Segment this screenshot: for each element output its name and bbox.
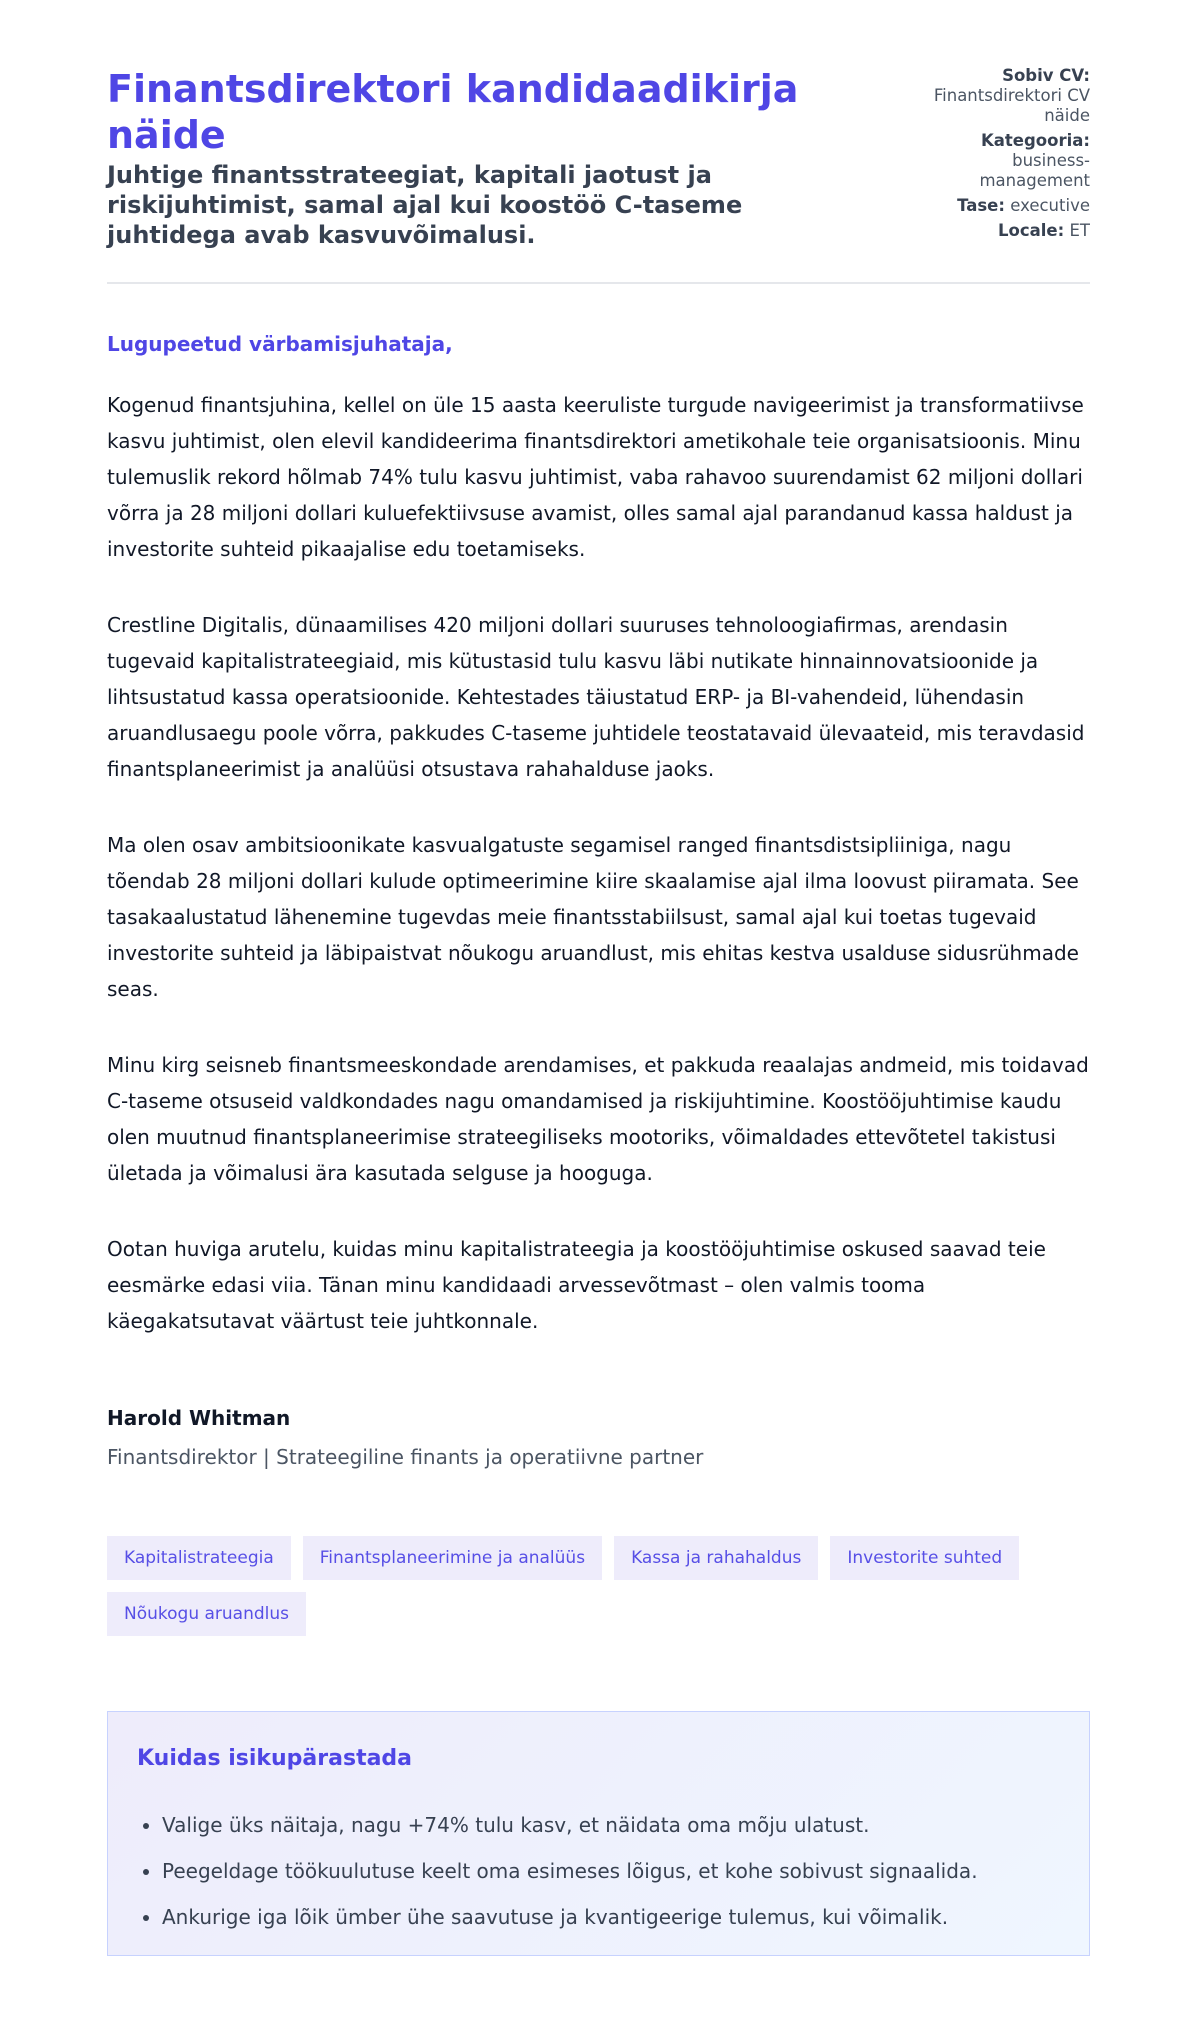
page-subtitle: Juhtige finantsstrateegiat, kapitali jaotust ja riskijuhtimist, samal ajal kui koostöö C-taseme juhtidega avab kasvuvõimalusi. bbox=[107, 161, 743, 249]
tips-title: Kuidas isikupärastada bbox=[137, 1746, 413, 1771]
cover-letter-page bbox=[107, 0, 1090, 1929]
paragraph: Minu kirg seisneb finantsmeeskondade arendamises, et pakkuda reaalajas andmeid, mis toidavad C-taseme otsuseid valdkondades nagu omandamised ja riskijuhtimine. Koostööjuhtimise kaudu olen muutnud finantsplaneerimise strateegiliseks mootoriks, võimaldades ettevõtetel takistusi ületada ja võimalusi ära kasutada selguse ja hooguga. bbox=[107, 1053, 1089, 1185]
paragraph: Crestline Digitalis, dünaamilises 420 miljoni dollari suuruses tehnoloogiafirmas, arendasin tugevaid kapitalistrateegiaid, mis kütustasid tulu kasvu läbi nutikate hinnainnovatsioonide ja lihtsustatud kassa operatsioonide. Kehtestades täiustatud ERP- ja BI-vahendeid, lühendasin aruandlusaegu poole võrra, pakkudes C-taseme juhtidele teostatavaid ülevaateid, mis teravdasid finantsplaneerimist ja analüüsi otsustava rahahalduse jaoks. bbox=[107, 613, 1085, 781]
letter-body bbox=[107, 387, 1097, 1379]
skill-tag: Kassa ja rahahaldus bbox=[614, 1536, 818, 1580]
signature-role: Finantsdirektor | Strateegiline finants ja operatiivne partner bbox=[107, 1445, 704, 1469]
signature bbox=[107, 1403, 703, 1469]
skill-tags bbox=[107, 1536, 1097, 1636]
meta-value: ET bbox=[1069, 221, 1090, 240]
tip-item: • Valige üks näitaja, nagu +74% tulu kasv, et näidata oma mõju ulatust. bbox=[162, 1802, 978, 1848]
meta-label: Sobiv CV: bbox=[1002, 66, 1090, 85]
greeting: Lugupeetud värbamisjuhataja, bbox=[107, 332, 453, 356]
meta-label: Tase: bbox=[957, 196, 1005, 215]
paragraph: Ma olen osav ambitsioonikate kasvualgatuste segamisel ranged finantsdistsipliiniga, nagu tõendab 28 miljoni dollari kulude optimeerimine kiire skaalamise ajal ilma loovust piiramata. See tasakaalustatud lähenemine tugevdas meie finantsstabiilsust, samal ajal kui toetas tugevaid investorite suhteid ja läbipaistvat nõukogu aruandlust, mis ehitas kestva usalduse sidusrühmade seas. bbox=[107, 833, 1079, 1001]
tips-list bbox=[137, 1802, 978, 1940]
meta-locale bbox=[920, 221, 1090, 241]
paragraph: Kogenud finantsjuhina, kellel on üle 15 aasta keeruliste turgude navigeerimist ja transformatiivse kasvu juhtimist, olen elevil kandideerima finantsdirektori ametikohale teie organisatsioonis. Minu tulemuslik rekord hõlmab 74% tulu kasvu juhtimist, vaba rahavoo suurendamist 62 miljoni dollari võrra ja 28 miljoni dollari kuluefektiivsuse avamist, olles samal ajal parandanud kassa haldust ja investorite suhteid pikaajalise edu toetamiseks. bbox=[107, 393, 1084, 561]
meta-category bbox=[920, 131, 1090, 191]
skill-tag: Kapitalistrateegia bbox=[107, 1536, 291, 1580]
meta-value: executive bbox=[1010, 196, 1090, 215]
skill-tag: Finantsplaneerimine ja analüüs bbox=[303, 1536, 602, 1580]
meta-label: Locale: bbox=[998, 221, 1065, 240]
page-header bbox=[107, 0, 1090, 284]
meta-value: Finantsdirektori CV näide bbox=[933, 86, 1090, 125]
tip-item: • Peegeldage töökuulutuse keelt oma esimeses lõigus, et kohe sobivust signaalida. bbox=[162, 1848, 978, 1894]
paragraph: Ootan huviga arutelu, kuidas minu kapitalistrateegia ja koostööjuhtimise oskused saavad teie eesmärke edasi viia. Tänan minu kandidaadi arvessevõtmast – olen valmis tooma käegakatsutavat väärtust teie juhtkonnale. bbox=[107, 1237, 1046, 1333]
personalization-tips bbox=[107, 1711, 1090, 1956]
meta-resume bbox=[920, 66, 1090, 126]
signature-name: Harold Whitman bbox=[107, 1406, 291, 1430]
tip-item: • Ankurige iga lõik ümber ühe saavutuse ja kvantigeerige tulemus, kui võimalik. bbox=[162, 1894, 978, 1940]
skill-tag: Investorite suhted bbox=[830, 1536, 1019, 1580]
meta-level bbox=[920, 196, 1090, 216]
meta-value: business-management bbox=[979, 151, 1090, 190]
skill-tag: Nõukogu aruandlus bbox=[107, 1592, 306, 1636]
meta-label: Kategooria: bbox=[980, 131, 1090, 150]
page-title: Finantsdirektori kandidaadikirja näide bbox=[107, 67, 799, 157]
meta-panel bbox=[920, 66, 1090, 246]
